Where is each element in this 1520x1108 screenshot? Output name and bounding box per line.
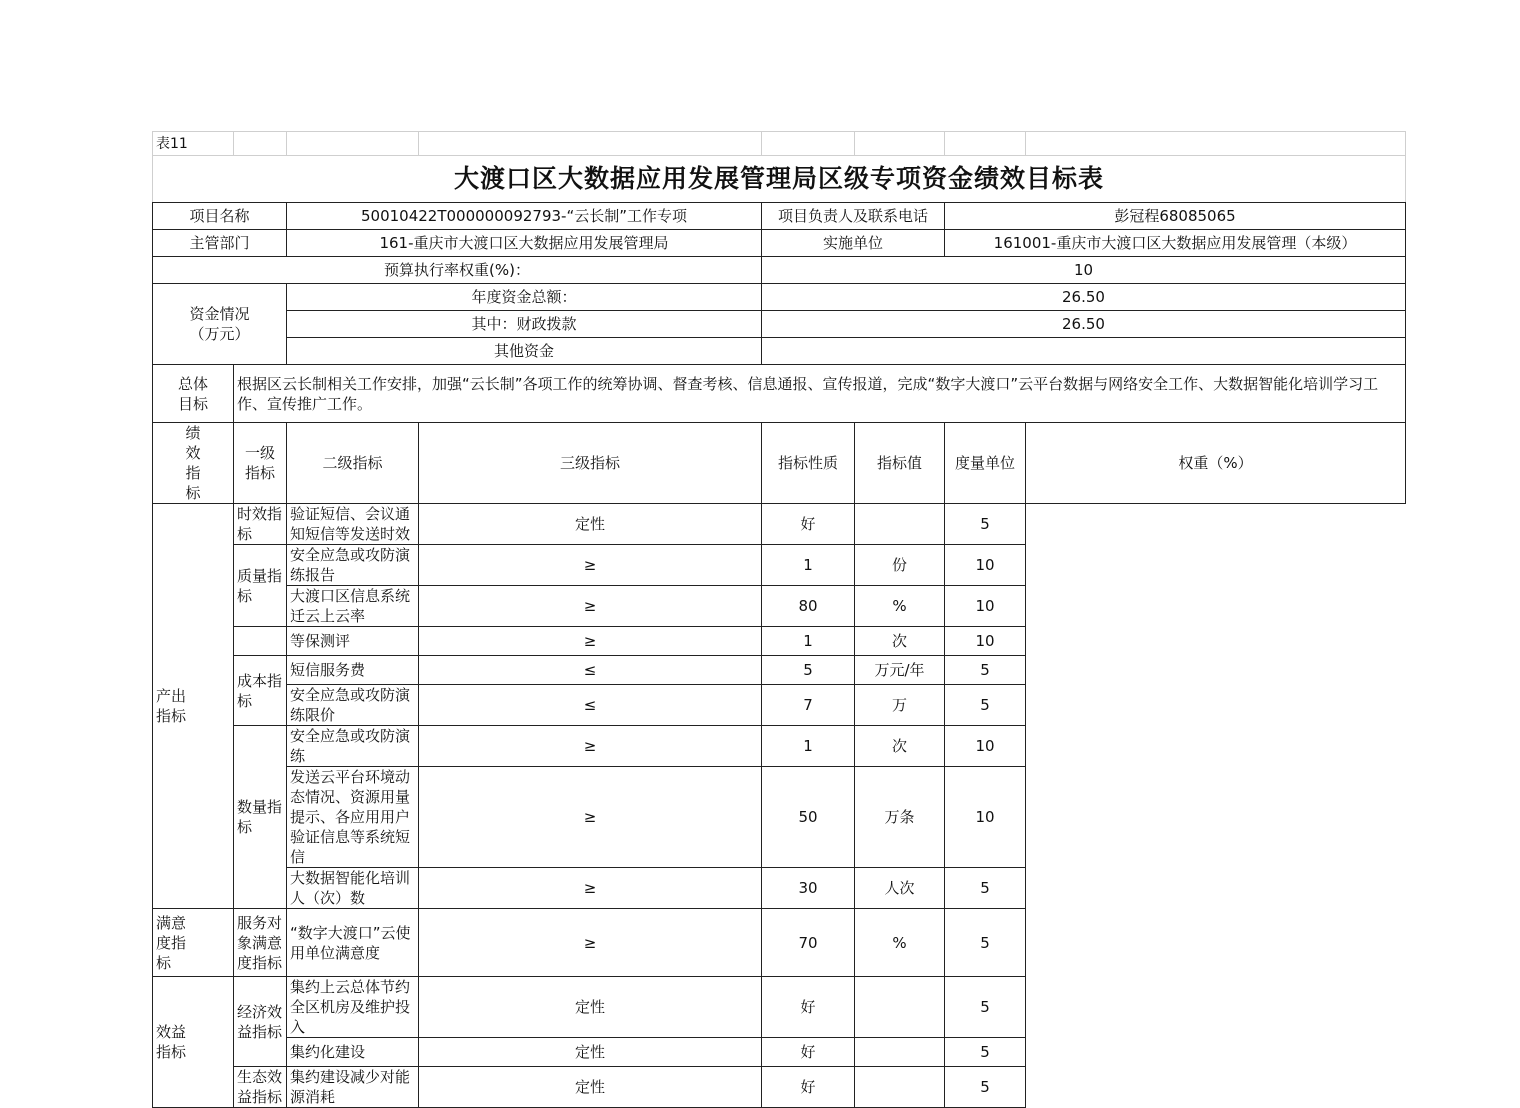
nature-cell: 定性	[419, 1067, 762, 1108]
unit-cell	[855, 977, 945, 1038]
value-cell: 1	[762, 627, 855, 656]
project-name: 50010422T000000092793-“云长制”工作专项	[287, 203, 762, 230]
budget-weight-label: 预算执行率权重(%)：	[153, 257, 762, 284]
value-cell: 50	[762, 767, 855, 868]
nature-cell: ≤	[419, 656, 762, 685]
table-row	[153, 656, 1406, 685]
nature-cell: ≥	[419, 627, 762, 656]
unit-cell: %	[855, 909, 945, 977]
level2-cell: 服务对象满意度指标	[234, 909, 287, 977]
level3-cell: 大数据智能化培训人（次）数	[287, 868, 419, 909]
nature-cell: ≥	[419, 909, 762, 977]
value-cell: 好	[762, 1067, 855, 1108]
impl: 161001-重庆市大渡口区大数据应用发展管理（本级）	[945, 230, 1406, 257]
header-level1: 一级指标	[234, 423, 287, 504]
level2-cell	[234, 627, 287, 656]
weight-cell: 5	[945, 977, 1026, 1038]
level2-cell: 数量指标	[234, 726, 287, 909]
nature-cell: ≥	[419, 767, 762, 868]
level3-cell: 集约建设减少对能源消耗	[287, 1067, 419, 1108]
unit-cell: %	[855, 586, 945, 627]
unit-cell: 人次	[855, 868, 945, 909]
unit-cell: 万	[855, 685, 945, 726]
weight-cell: 5	[945, 656, 1026, 685]
table-row	[153, 504, 1406, 545]
unit-cell: 次	[855, 627, 945, 656]
value-cell: 好	[762, 504, 855, 545]
dept: 161-重庆市大渡口区大数据应用发展管理局	[287, 230, 762, 257]
level3-cell: 安全应急或攻防演练限价	[287, 685, 419, 726]
level3-cell: 验证短信、会议通知短信等发送时效	[287, 504, 419, 545]
project-name-label: 项目名称	[153, 203, 287, 230]
weight-cell: 5	[945, 685, 1026, 726]
goal-label: 总体目标	[153, 365, 234, 423]
weight-cell: 10	[945, 627, 1026, 656]
weight-cell: 5	[945, 1067, 1026, 1108]
weight-cell: 10	[945, 545, 1026, 586]
funds-other	[762, 338, 1406, 365]
table-row	[153, 868, 1406, 909]
value-cell: 80	[762, 586, 855, 627]
unit-cell: 份	[855, 545, 945, 586]
nature-cell: ≥	[419, 586, 762, 627]
leader: 彭冠程68085065	[945, 203, 1406, 230]
level3-cell: 短信服务费	[287, 656, 419, 685]
table-row	[153, 909, 1406, 977]
nature-cell: ≤	[419, 685, 762, 726]
table-row	[153, 1067, 1406, 1108]
nature-cell: 定性	[419, 504, 762, 545]
level2-cell: 成本指标	[234, 656, 287, 726]
table-row	[153, 545, 1406, 586]
unit-cell: 万条	[855, 767, 945, 868]
nature-cell: ≥	[419, 545, 762, 586]
weight-cell: 5	[945, 1038, 1026, 1067]
perf-label: 绩效指标	[153, 423, 234, 504]
weight-cell: 5	[945, 909, 1026, 977]
nature-cell: 定性	[419, 977, 762, 1038]
nature-cell: 定性	[419, 1038, 762, 1067]
level3-cell: 集约化建设	[287, 1038, 419, 1067]
level1-cell: 满意度指标	[153, 909, 234, 977]
header-level3: 三级指标	[419, 423, 762, 504]
table-row	[153, 977, 1406, 1038]
header-value: 指标值	[855, 423, 945, 504]
value-cell: 70	[762, 909, 855, 977]
funds-other-label: 其他资金	[287, 338, 762, 365]
value-cell: 好	[762, 1038, 855, 1067]
table-row	[153, 685, 1406, 726]
dept-label: 主管部门	[153, 230, 287, 257]
budget-weight: 10	[762, 257, 1406, 284]
level2-cell: 质量指标	[234, 545, 287, 627]
funds-fiscal-label: 其中：财政拨款	[287, 311, 762, 338]
weight-cell: 5	[945, 868, 1026, 909]
value-cell: 5	[762, 656, 855, 685]
value-cell: 1	[762, 545, 855, 586]
unit-cell: 次	[855, 726, 945, 767]
level3-cell: “数字大渡口”云使用单位满意度	[287, 909, 419, 977]
level3-cell: 大渡口区信息系统迁云上云率	[287, 586, 419, 627]
value-cell: 30	[762, 868, 855, 909]
level3-cell: 等保测评	[287, 627, 419, 656]
level2-cell: 时效指标	[234, 504, 287, 545]
level1-cell: 效益指标	[153, 977, 234, 1108]
header-unit: 度量单位	[945, 423, 1026, 504]
table-row	[153, 767, 1406, 868]
nature-cell: ≥	[419, 726, 762, 767]
value-cell: 好	[762, 977, 855, 1038]
level3-cell: 集约上云总体节约全区机房及维护投入	[287, 977, 419, 1038]
leader-label: 项目负责人及联系电话	[762, 203, 945, 230]
weight-cell: 10	[945, 586, 1026, 627]
funds-fiscal: 26.50	[762, 311, 1406, 338]
header-level2: 二级指标	[287, 423, 419, 504]
weight-cell: 10	[945, 767, 1026, 868]
performance-target-table	[152, 131, 1406, 1108]
table-row	[153, 627, 1406, 656]
funds-total: 26.50	[762, 284, 1406, 311]
table-row	[153, 726, 1406, 767]
weight-cell: 5	[945, 504, 1026, 545]
level1-cell: 产出指标	[153, 504, 234, 909]
header-nature: 指标性质	[762, 423, 855, 504]
unit-cell	[855, 1038, 945, 1067]
level2-cell: 生态效益指标	[234, 1067, 287, 1108]
level3-cell: 安全应急或攻防演练报告	[287, 545, 419, 586]
goal-text: 根据区云长制相关工作安排，加强“云长制”各项工作的统筹协调、督查考核、信息通报、宣传报道，完成“数字大渡口”云平台数据与网络安全工作、大数据智能化培训学习工作、宣传推广工作。	[234, 365, 1406, 423]
weight-cell: 10	[945, 726, 1026, 767]
funds-label: 资金情况（万元）	[153, 284, 287, 365]
table-number: 表11	[153, 132, 234, 156]
table-row	[153, 1038, 1406, 1067]
table-row	[153, 586, 1406, 627]
nature-cell: ≥	[419, 868, 762, 909]
value-cell: 7	[762, 685, 855, 726]
level3-cell: 发送云平台环境动态情况、资源用量提示、各应用用户验证信息等系统短信	[287, 767, 419, 868]
header-weight: 权重（%）	[1026, 423, 1406, 504]
level2-cell: 经济效益指标	[234, 977, 287, 1067]
impl-label: 实施单位	[762, 230, 945, 257]
level3-cell: 安全应急或攻防演练	[287, 726, 419, 767]
funds-total-label: 年度资金总额：	[287, 284, 762, 311]
value-cell: 1	[762, 726, 855, 767]
unit-cell	[855, 504, 945, 545]
unit-cell: 万元/年	[855, 656, 945, 685]
unit-cell	[855, 1067, 945, 1108]
page-title: 大渡口区大数据应用发展管理局区级专项资金绩效目标表	[153, 156, 1406, 203]
